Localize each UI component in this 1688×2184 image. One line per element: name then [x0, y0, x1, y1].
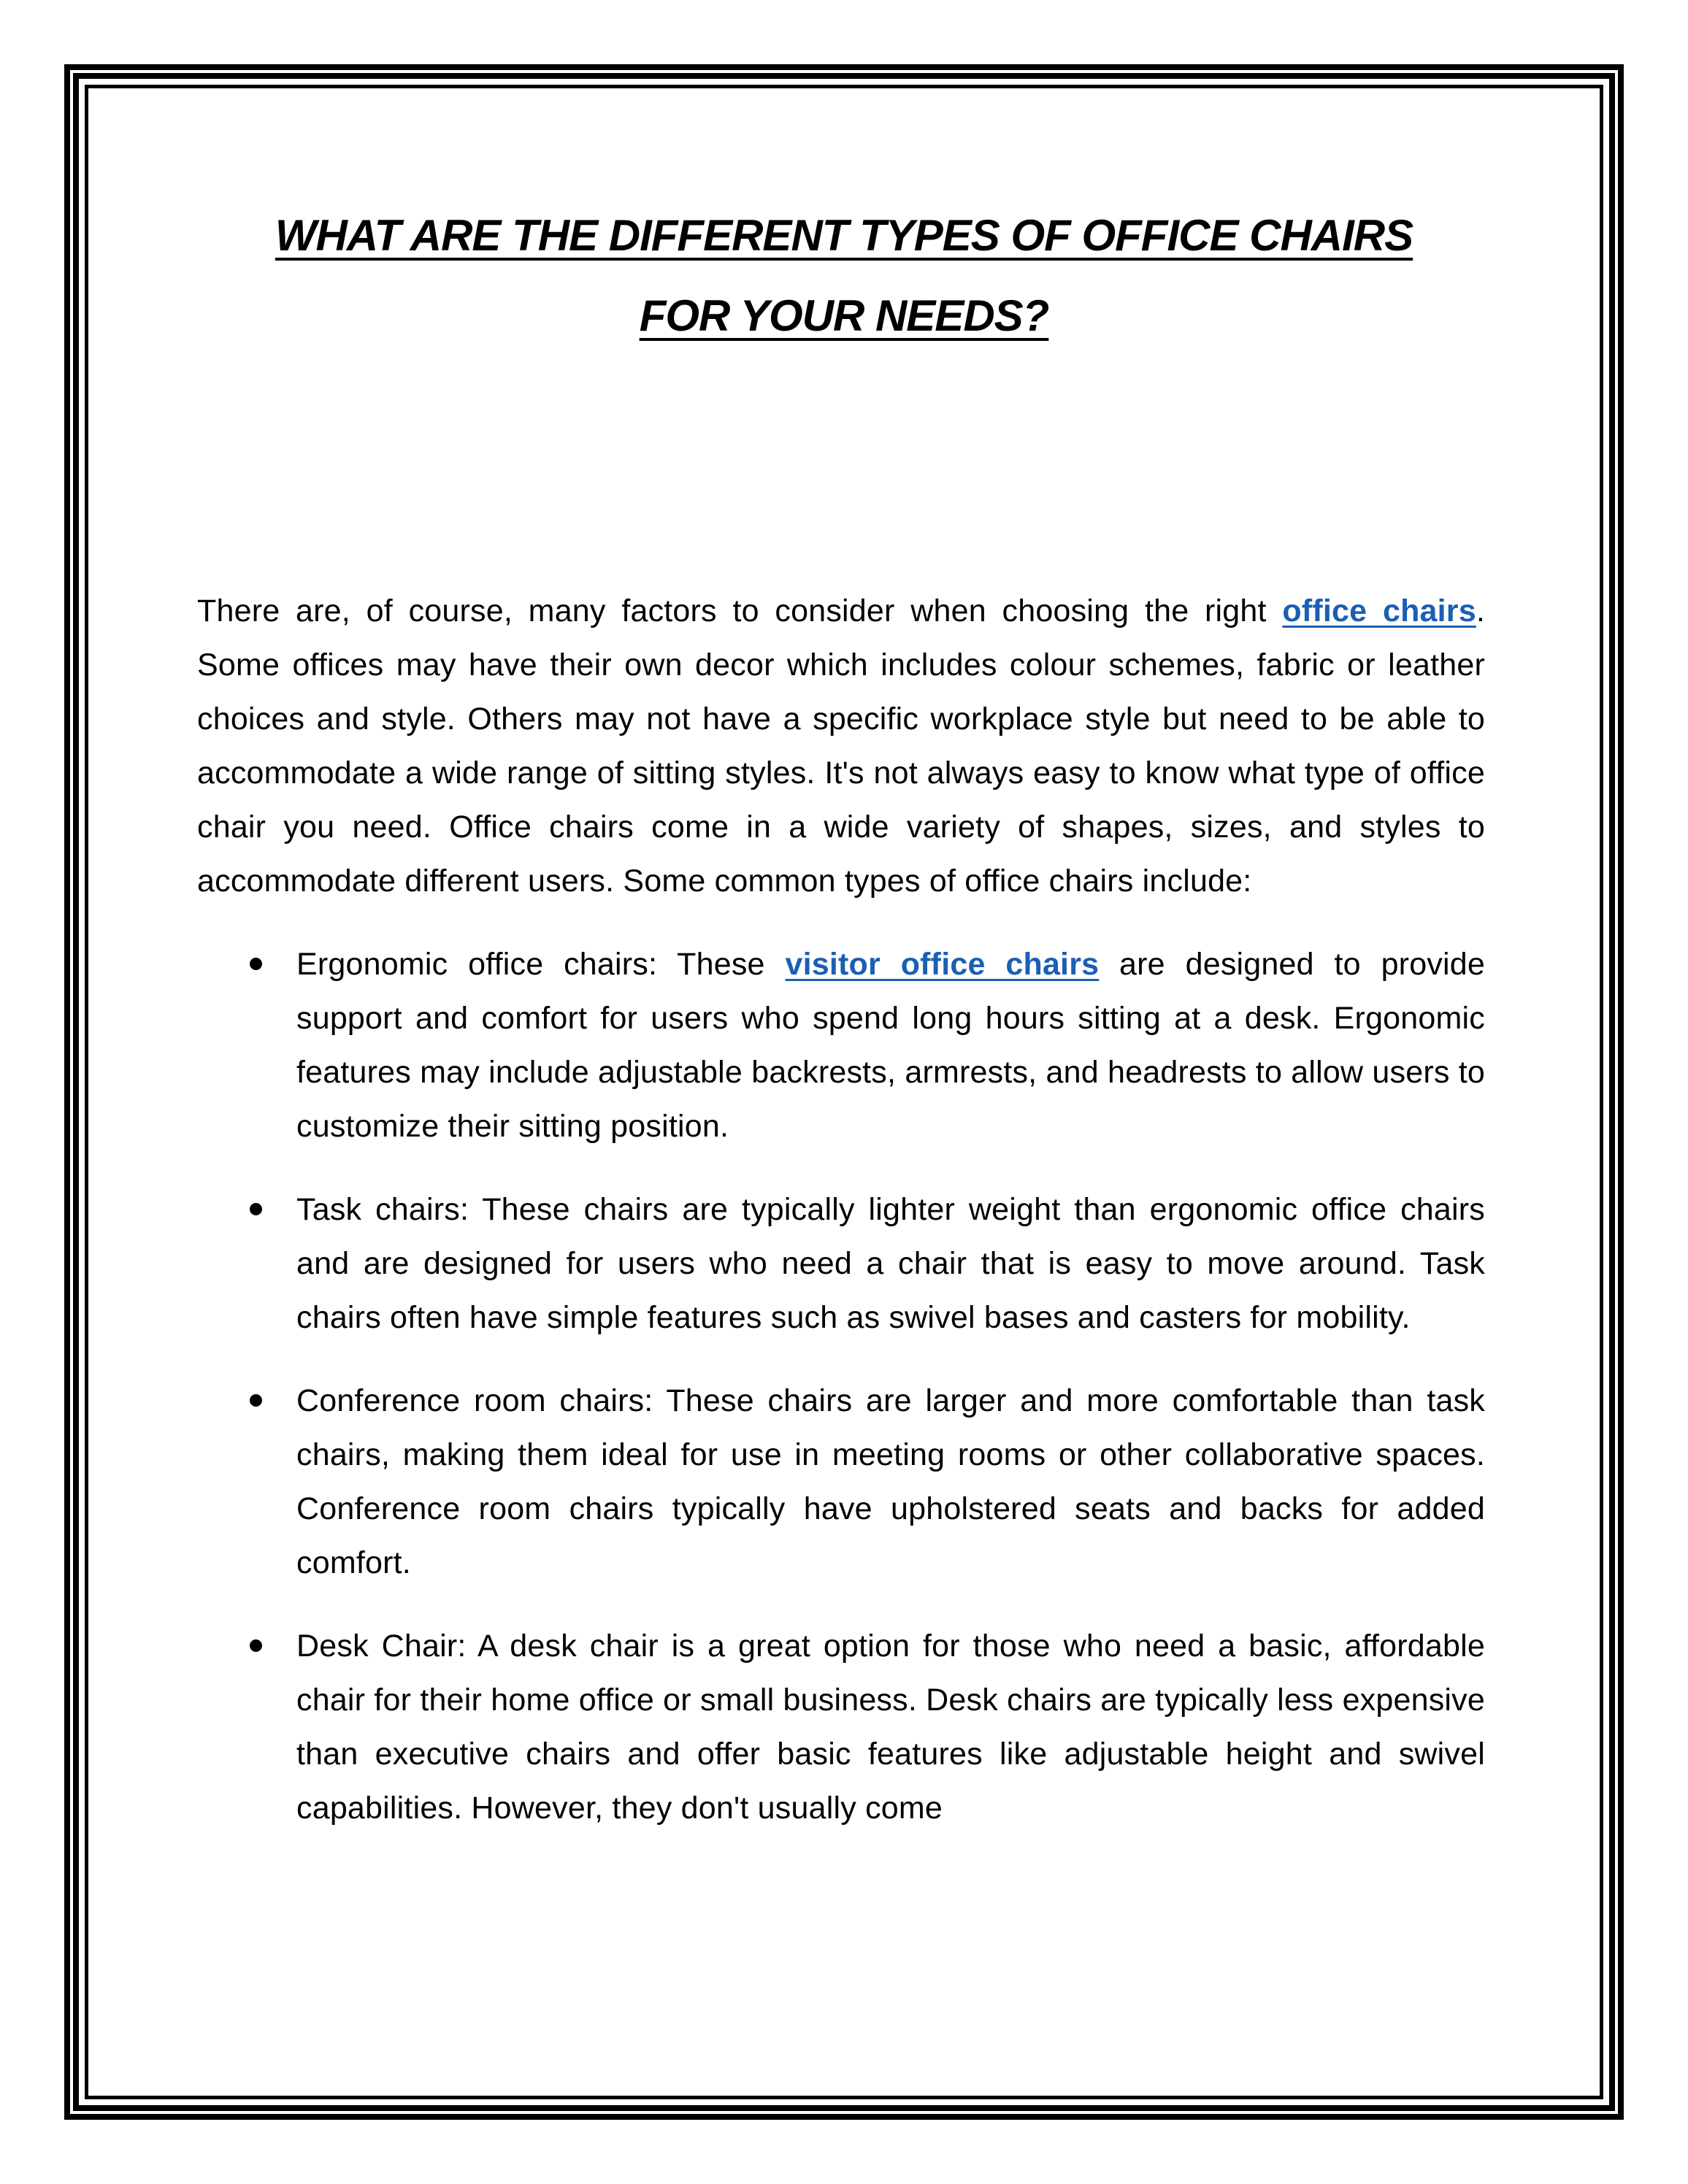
bullet-text: Conference room chairs: These chairs are larger and more comfortable than task chairs, making them ideal for use in meeting rooms or other collaborative spaces. Conference room chairs typically have upholstered seats and backs for added comfort.: [296, 1383, 1485, 1580]
list-item-conference-chairs: [197, 1374, 1485, 1590]
chair-types-list: [197, 937, 1485, 1835]
bullet-icon: [250, 1639, 262, 1652]
document-body: [197, 584, 1485, 1864]
bullet-text-end: are designed to provide support and comfort for users who spend long hours sitting at a desk. Ergonomic features may include adjustable backrests, armrests, and headrests to allow users to customize their sitting position.: [296, 947, 1485, 1144]
list-item-task-chairs: [197, 1183, 1485, 1345]
list-item-desk-chair: [197, 1619, 1485, 1835]
bullet-text: Desk Chair: A desk chair is a great option for those who need a basic, affordable chair for their home office or small business. Desk chairs are typically less expensive than executive chairs and offer basic features like adjustable height and swivel capabilities. However, they don't usually come: [296, 1629, 1485, 1826]
bullet-text-start: Ergonomic office chairs: These: [296, 947, 786, 982]
bullet-text: Task chairs: These chairs are typically lighter weight than ergonomic office chairs and are designed for users who need a chair that is easy to move around. Task chairs often have simple features such as swivel bases and casters for mobility.: [296, 1192, 1485, 1335]
intro-text-start: There are, of course, many factors to consider when choosing the right: [197, 593, 1283, 628]
intro-paragraph: [197, 584, 1485, 908]
title-line-2: FOR YOUR NEEDS?: [639, 291, 1049, 340]
bullet-icon: [250, 1394, 262, 1407]
intro-text-end: . Some offices may have their own decor which includes colour schemes, fabric or leather choices and style. Others may not have a specific workplace style but need to be able to accommodate a wide range of sitting styles. It's not always easy to know what type of office chair you need. Office chairs come in a wide variety of shapes, sizes, and styles to accommodate different users. Some common types of office chairs include:: [197, 593, 1485, 899]
page-title: [190, 196, 1498, 356]
title-line-1: WHAT ARE THE DIFFERENT TYPES OF OFFICE CHAIRS: [275, 211, 1413, 260]
list-item-ergonomic: [197, 937, 1485, 1153]
visitor-office-chairs-link[interactable]: visitor office chairs: [785, 947, 1100, 982]
bullet-icon: [250, 958, 262, 970]
office-chairs-link[interactable]: office chairs: [1282, 593, 1476, 628]
bullet-icon: [250, 1203, 262, 1215]
